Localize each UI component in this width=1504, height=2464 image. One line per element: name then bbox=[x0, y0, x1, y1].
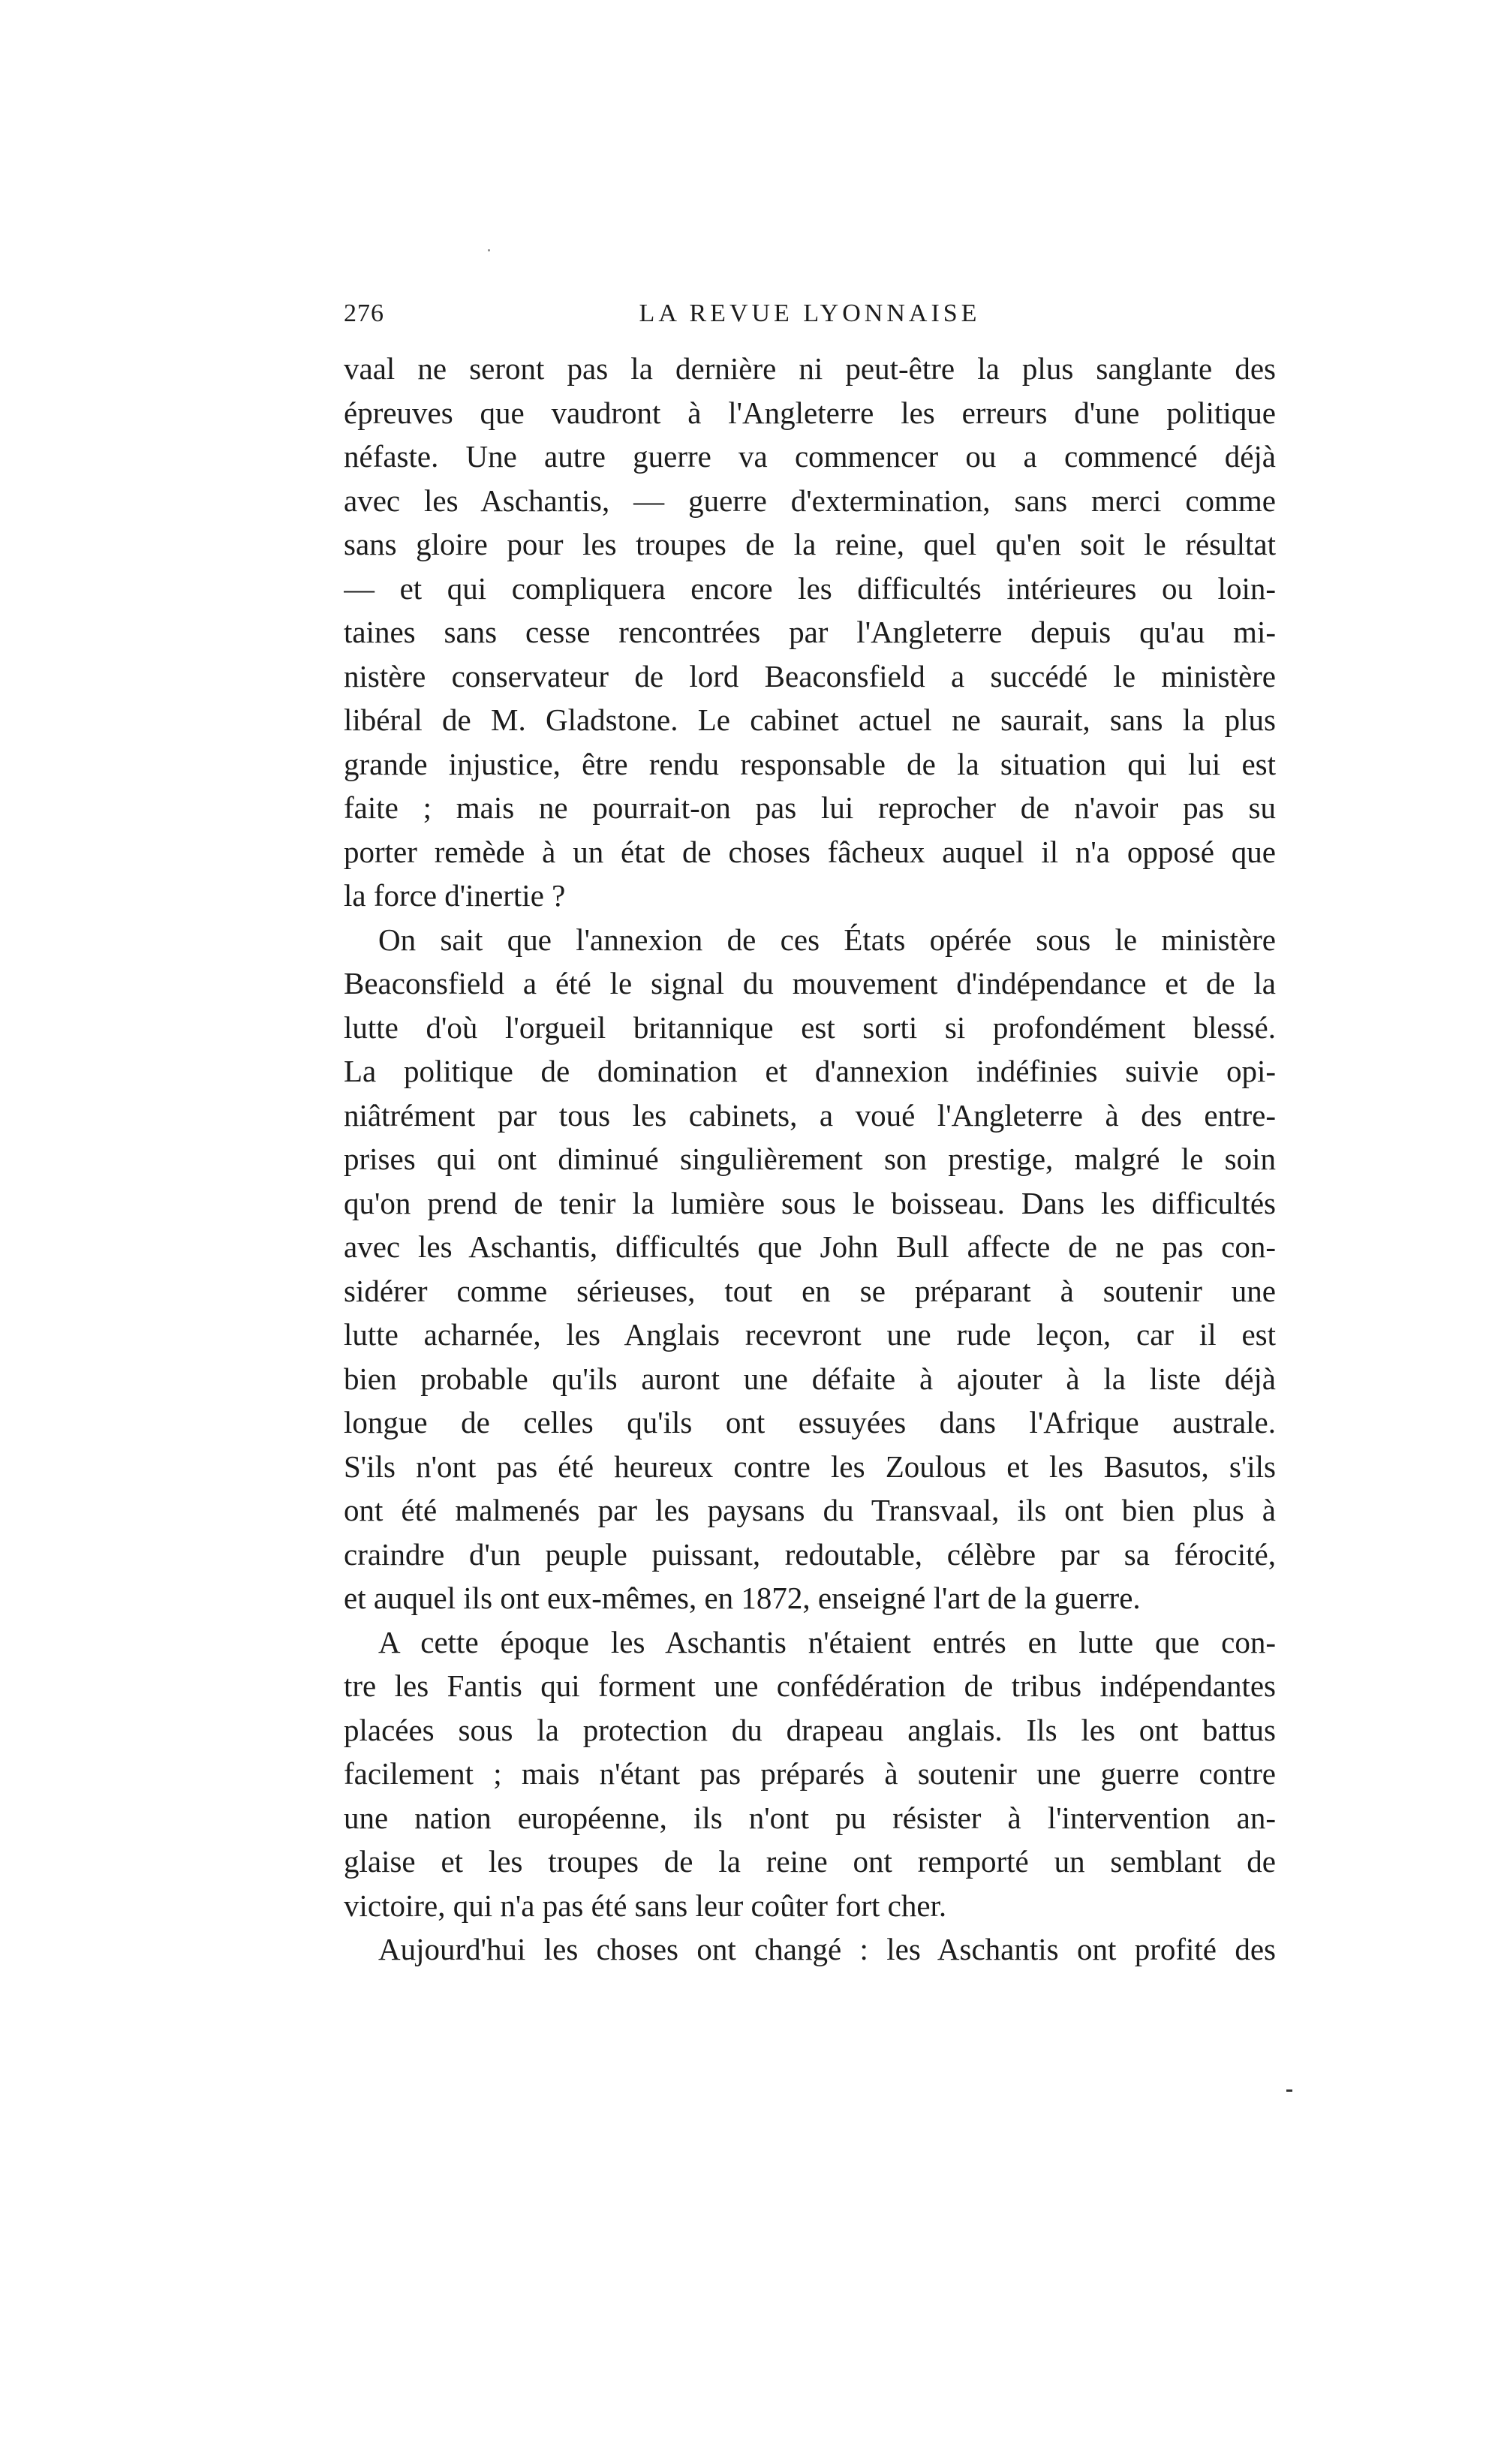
paragraph-first-line: A cette époque les Aschantis n'étaient entrés en lutte que con- bbox=[378, 1624, 1276, 1659]
text-line: niâtrément par tous les cabinets, a voué l'Angleterre à des entre- bbox=[344, 1097, 1276, 1133]
body-text bbox=[344, 347, 1276, 1972]
text-line: avec les Aschantis, difficultés que John Bull affecte de ne pas con- bbox=[344, 1229, 1276, 1264]
paragraph-first-line: On sait que l'annexion de ces États opérée sous le ministère bbox=[378, 922, 1276, 957]
text-line: néfaste. Une autre guerre va commencer ou a commencé déjà bbox=[344, 439, 1276, 474]
text-line: bien probable qu'ils auront une défaite à ajouter à la liste déjà bbox=[344, 1361, 1276, 1396]
text-line: prises qui ont diminué singulièrement son prestige, malgré le soin bbox=[344, 1142, 1276, 1176]
paper-speck bbox=[488, 249, 490, 251]
running-head bbox=[344, 291, 1276, 336]
text-line: Beaconsfield a été le signal du mouvement d'indépendance et de la bbox=[344, 966, 1276, 1000]
text-line: craindre d'un peuple puissant, redoutable, célèbre par sa férocité, bbox=[344, 1536, 1276, 1572]
text-line: et auquel ils ont eux-mêmes, en 1872, enseigné l'art de la guerre. bbox=[344, 1581, 1141, 1615]
text-line: sidérer comme sérieuses, tout en se préparant à soutenir une bbox=[344, 1273, 1276, 1308]
text-line: facilement ; mais n'étant pas préparés à soutenir une guerre contre bbox=[344, 1756, 1276, 1791]
text-line: avec les Aschantis, — guerre d'extermination, sans merci comme bbox=[344, 483, 1276, 518]
text-line: taines sans cesse rencontrées par l'Angleterre depuis qu'au mi- bbox=[344, 615, 1276, 649]
text-line: qu'on prend de tenir la lumière sous le boisseau. Dans les difficultés bbox=[344, 1185, 1276, 1220]
text-line: ont été malmenés par les paysans du Transvaal, ils ont bien plus à bbox=[344, 1493, 1276, 1527]
page-number: 276 bbox=[344, 299, 384, 327]
text-line: tre les Fantis qui forment une confédération de tribus indépendantes bbox=[344, 1668, 1276, 1703]
paragraph-first-line: Aujourd'hui les choses ont changé : les Aschantis ont profité des bbox=[378, 1932, 1276, 1966]
text-line: une nation européenne, ils n'ont pu résister à l'intervention an- bbox=[344, 1800, 1276, 1835]
text-line: placées sous la protection du drapeau anglais. Ils les ont battus bbox=[344, 1712, 1276, 1747]
text-line: glaise et les troupes de la reine ont remporté un semblant de bbox=[344, 1844, 1276, 1879]
text-line: longue de celles qu'ils ont essuyées dans l'Afrique australe. bbox=[344, 1405, 1276, 1440]
text-line: porter remède à un état de choses fâcheux auquel il n'a opposé que bbox=[344, 834, 1276, 869]
text-line: épreuves que vaudront à l'Angleterre les erreurs d'une politique bbox=[344, 395, 1276, 430]
running-title: LA REVUE LYONNAISE bbox=[639, 299, 981, 327]
text-line: nistère conservateur de lord Beaconsfield a succédé le ministère bbox=[344, 658, 1276, 693]
text-line: lutte acharnée, les Anglais recevront une rude leçon, car il est bbox=[344, 1317, 1276, 1352]
text-line: vaal ne seront pas la dernière ni peut-être la plus sanglante des bbox=[344, 351, 1276, 386]
text-line: victoire, qui n'a pas été sans leur coûter fort cher. bbox=[344, 1888, 947, 1923]
text-line: sans gloire pour les troupes de la reine, quel qu'en soit le résultat bbox=[344, 527, 1276, 561]
text-line: faite ; mais ne pourrait-on pas lui reprocher de n'avoir pas su bbox=[344, 790, 1276, 825]
text-line: grande injustice, être rendu responsable de la situation qui lui est bbox=[344, 746, 1276, 781]
text-line: la force d'inertie ? bbox=[344, 878, 566, 913]
ink-mark bbox=[1286, 2089, 1292, 2092]
text-line: lutte d'où l'orgueil britannique est sorti si profondément blessé. bbox=[344, 1009, 1276, 1045]
text-line: — et qui compliquera encore les difficultés intérieures ou loin- bbox=[344, 570, 1276, 606]
text-line: La politique de domination et d'annexion indéfinies suivie opi- bbox=[344, 1054, 1276, 1088]
text-line: S'ils n'ont pas été heureux contre les Zoulous et les Basutos, s'ils bbox=[344, 1449, 1276, 1484]
text-line: libéral de M. Gladstone. Le cabinet actuel ne saurait, sans la plus bbox=[344, 702, 1276, 737]
